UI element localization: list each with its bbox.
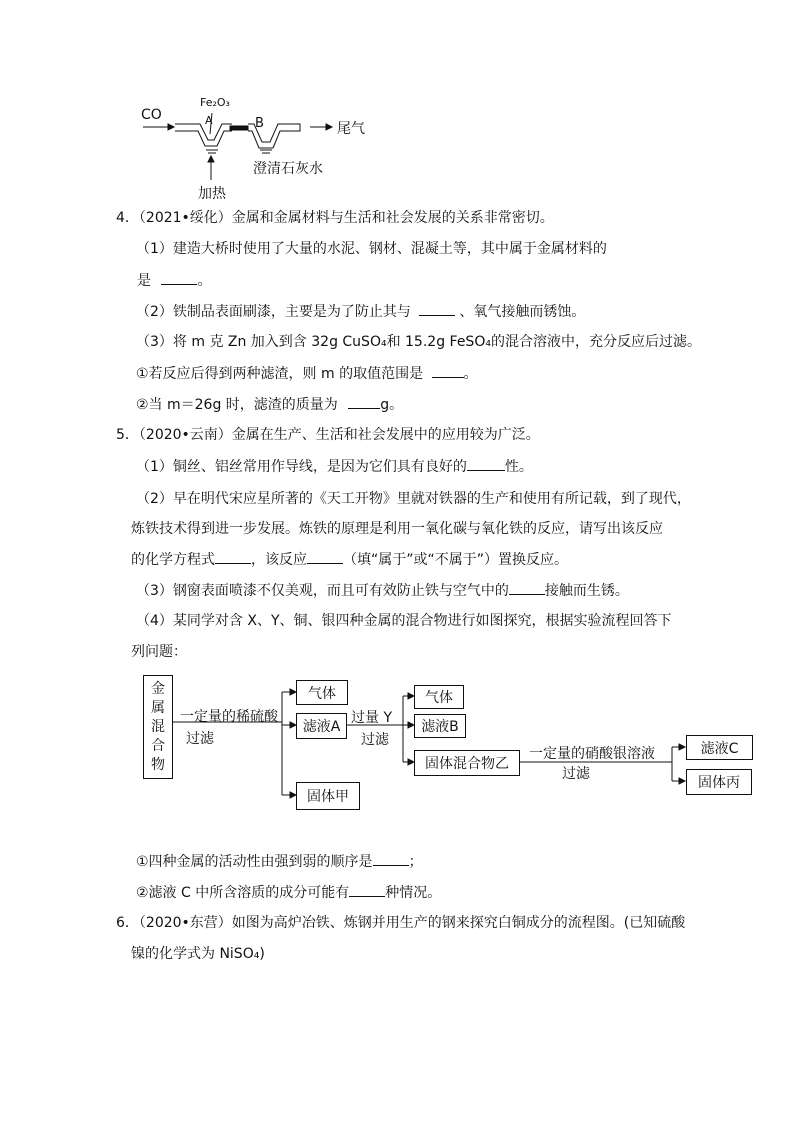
q4-part1-end: 。: [197, 273, 212, 289]
solid-c-box: 固体丙: [686, 769, 752, 795]
q5-part2-text-b: ，该反应: [251, 552, 307, 568]
q4-sub1-prefix: ①若反应后得到两种滤渣，则 m 的取值范围是: [136, 366, 424, 382]
heat-label: 加热: [198, 186, 226, 202]
q4-header: 4．（2021•绥化）金属和金属材料与生活和社会发展的关系非常密切。: [116, 210, 554, 226]
q4-sub2-prefix: ②当 m＝26g 时，滤渣的质量为: [136, 397, 338, 413]
metal-mixture-char-1: 金: [151, 680, 165, 697]
q5-part2-line2: 炼铁技术得到进一步发展。炼铁的原理是利用一氧化碳与氧化铁的反应，请写出该反应: [131, 521, 663, 537]
mixture-b-box: 固体混合物乙: [414, 750, 520, 776]
step1-filter-label: 过滤: [186, 731, 214, 747]
step3-filter-label: 过滤: [562, 766, 590, 782]
metal-mixture-box: [143, 675, 173, 779]
q5-part3-suffix: 接触而生锈。: [544, 583, 629, 599]
q5-part3-prefix: （3）钢窗表面喷漆不仅美观，而且可有效防止铁与空气中的: [136, 583, 509, 599]
q5-sub1-prefix: ①四种金属的活动性由强到弱的顺序是: [136, 854, 373, 870]
q5-part1-suffix: 性。: [504, 459, 533, 475]
q6-line1: 6．（2020•东营）如图为高炉冶铁、炼钢并用生产的钢来探究白铜成分的流程图。(已知硫酸: [116, 915, 686, 931]
q5-answer-blank-6[interactable]: [349, 882, 385, 897]
q4-part1-line1: （1）建造大桥时使用了大量的水泥、钢材、混凝土等，其中属于金属材料的: [136, 241, 607, 257]
q5-sub1: [136, 851, 423, 872]
metal-mixture-char-5: 物: [151, 756, 165, 773]
q5-sub2: [136, 882, 441, 903]
q5-sub1-end: ；: [408, 854, 423, 870]
fe2o3-label: Fe₂O₃: [200, 96, 230, 109]
metal-mixture-char-3: 混: [151, 718, 165, 735]
q4-sub2-end: g。: [380, 397, 404, 413]
q4-part2-prefix: （2）铁制品表面刷漆，主要是为了防止其与: [136, 304, 411, 320]
metal-mixture-char-4: 合: [151, 737, 165, 754]
step3-reagent-label: 一定量的硝酸银溶液: [529, 746, 655, 762]
gas-2-box: 气体: [414, 685, 464, 709]
step2-reagent-label: 过量 Y: [351, 710, 393, 726]
q6-line2: 镍的化学式为 NiSO₄): [131, 946, 265, 962]
q5-part2-text-a: 的化学方程式: [131, 552, 215, 568]
step2-filter-label: 过滤: [361, 732, 389, 748]
label-b: B: [255, 116, 264, 131]
q4-part3: （3）将 m 克 Zn 加入到含 32g CuSO₄和 15.2g FeSO₄的混合溶液中，充分反应后过滤。: [136, 334, 701, 350]
limewater-label: 澄清石灰水: [253, 161, 323, 177]
q5-header: 5．（2020•云南）金属在生产、生活和社会发展中的应用较为广泛。: [116, 427, 540, 443]
metal-mixture-char-2: 属: [151, 699, 165, 716]
q5-part4-line1: （4）某同学对含 X、Y、铜、银四种金属的混合物进行如图探究，根据实验流程回答下: [136, 613, 672, 629]
step1-reagent-label: 一定量的稀硫酸: [180, 709, 278, 725]
q5-part1-prefix: （1）铜丝、铝丝常用作导线，是因为它们具有良好的: [136, 459, 467, 475]
q4-part2-suffix: 、氧气接触而锈蚀。: [459, 304, 586, 320]
q5-sub2-prefix: ②滤液 C 中所含溶质的成分可能有: [136, 885, 350, 901]
tail-gas-label: 尾气: [337, 121, 365, 137]
q5-part2-text-c: （填“属于”或“不属于”）置换反应。: [343, 552, 569, 568]
solid-a-box: 固体甲: [296, 782, 360, 810]
filtrate-b-box: 滤液B: [414, 714, 466, 738]
q5-sub2-end: 种情况。: [385, 885, 442, 901]
label-a: A: [205, 114, 213, 127]
q4-sub1-end: 。: [463, 366, 478, 382]
q5-answer-blank-5[interactable]: [373, 851, 409, 866]
q5-part2-line1: （2）早在明代宋应星所著的《天工开物》里就对铁器的生产和使用有所记载，到了现代，: [136, 491, 691, 507]
q4-part1-prefix: 是: [137, 273, 151, 289]
gas-1-box: 气体: [296, 680, 348, 705]
co-label: CO: [141, 107, 162, 123]
filtrate-c-box: 滤液C: [686, 735, 753, 760]
filtrate-a-box: 滤液A: [296, 713, 347, 739]
q5-part4-line2: 列问题：: [131, 644, 187, 660]
